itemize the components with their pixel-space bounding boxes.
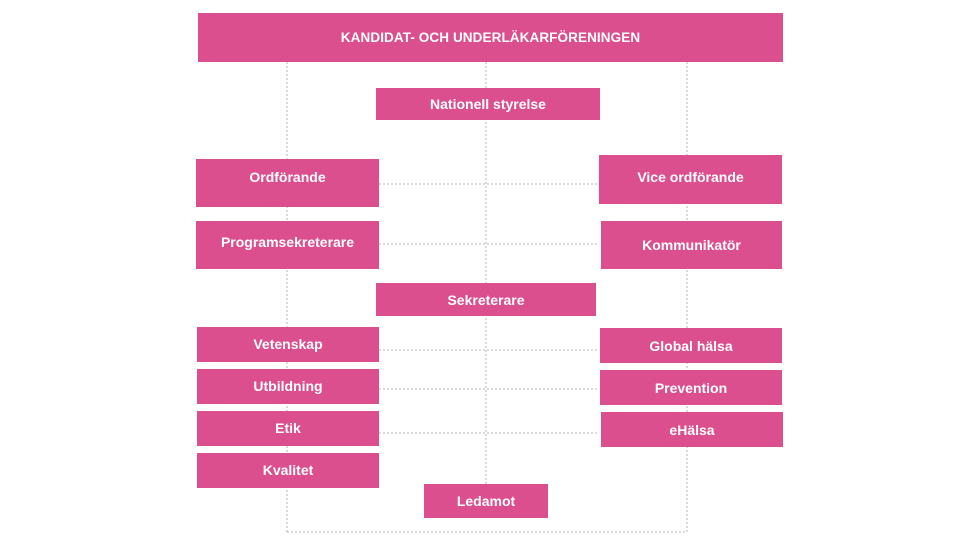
left-role-box: Utbildning [197,369,379,404]
chair-box: Ordförande [196,159,379,207]
secretary-box: Sekreterare [376,283,596,316]
left-role-box: Kvalitet [197,453,379,488]
right-role-box: Global hälsa [600,328,782,363]
member-box: Ledamot [424,484,548,518]
program-secretary-box: Programsekreterare [196,221,379,269]
national-board-box: Nationell styrelse [376,88,600,120]
left-role-box: Vetenskap [197,327,379,362]
left-role-box: Etik [197,411,379,446]
right-role-box: Prevention [600,370,782,405]
right-role-box: eHälsa [601,412,783,447]
communicator-box: Kommunikatör [601,221,782,269]
root-organization-box: KANDIDAT- OCH UNDERLÄKARFÖRENINGEN [198,13,783,62]
vice-chair-box: Vice ordförande [599,155,782,204]
